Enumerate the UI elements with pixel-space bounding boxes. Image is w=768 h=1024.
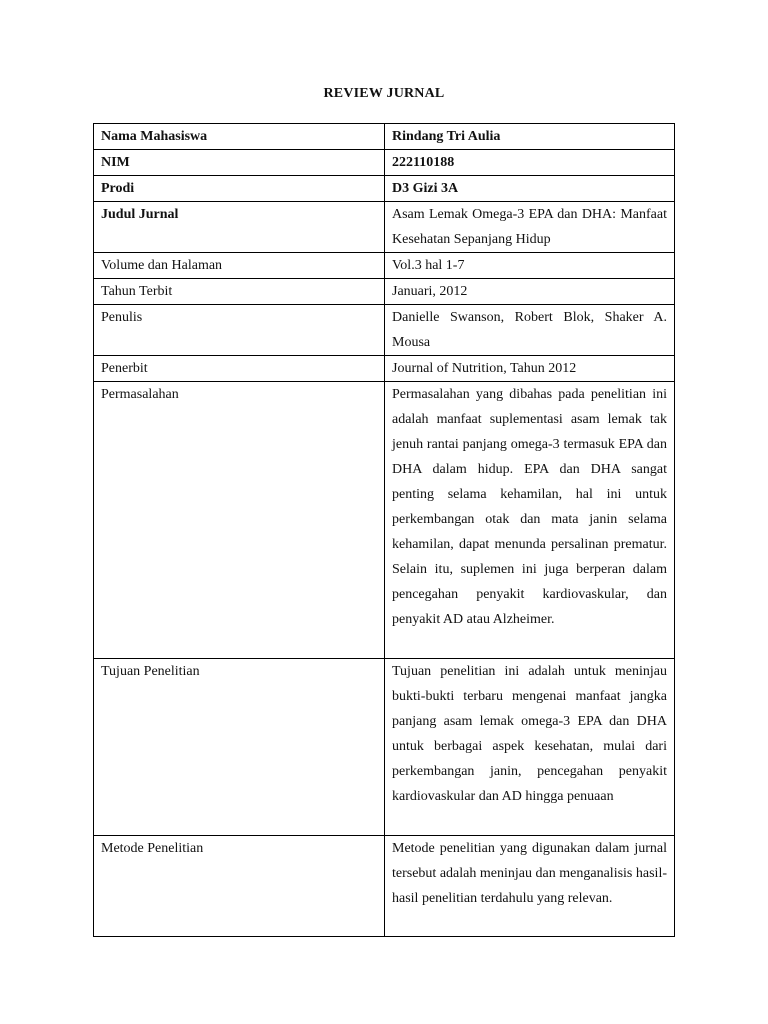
document-title: REVIEW JURNAL [323,86,445,101]
row-label: NIM [94,150,385,176]
row-label: Tujuan Penelitian [94,659,385,836]
table-row-tujuan-penelitian [94,659,675,836]
row-label: Penerbit [94,356,385,382]
row-label: Volume dan Halaman [94,253,385,279]
row-value: 222110188 [385,150,675,176]
table-row-metode-penelitian [94,836,675,937]
row-value: Rindang Tri Aulia [385,124,675,150]
row-label: Prodi [94,176,385,202]
table-row-volume-halaman [94,253,675,279]
row-value: Permasalahan yang dibahas pada penelitian ini adalah manfaat suplementasi asam lemak tak jenuh rantai panjang omega-3 termasuk EPA dan DHA dalam hidup. EPA dan DHA sangat penting selama kehamilan, hal ini untuk perkembangan otak dan mata janin selama kehamilan, dapat menunda persalinan prematur. Selain itu, suplemen ini juga berperan dalam pencegahan penyakit kardiovaskular, dan penyakit AD atau Alzheimer. [385,382,675,659]
row-value: Journal of Nutrition, Tahun 2012 [385,356,675,382]
row-value: Vol.3 hal 1-7 [385,253,675,279]
table-row-prodi [94,176,675,202]
table-row-nama-mahasiswa [94,124,675,150]
table-row-nim [94,150,675,176]
table-row-tahun-terbit [94,279,675,305]
row-label: Judul Jurnal [94,202,385,253]
row-label: Nama Mahasiswa [94,124,385,150]
table-row-penerbit [94,356,675,382]
table-row-judul-jurnal [94,202,675,253]
row-label: Permasalahan [94,382,385,659]
row-value: D3 Gizi 3A [385,176,675,202]
row-label: Tahun Terbit [94,279,385,305]
table-row-penulis [94,305,675,356]
review-table [93,123,675,937]
row-value: Tujuan penelitian ini adalah untuk meninjau bukti-bukti terbaru mengenai manfaat jangka panjang asam lemak omega-3 EPA dan DHA untuk berbagai aspek kesehatan, mulai dari perkembangan janin, pencegahan penyakit kardiovaskular dan AD hingga penuaan [385,659,675,836]
row-label: Metode Penelitian [94,836,385,937]
row-value: Januari, 2012 [385,279,675,305]
row-value: Danielle Swanson, Robert Blok, Shaker A. Mousa [385,305,675,356]
row-label: Penulis [94,305,385,356]
row-value: Asam Lemak Omega-3 EPA dan DHA: Manfaat Kesehatan Sepanjang Hidup [385,202,675,253]
row-value: Metode penelitian yang digunakan dalam jurnal tersebut adalah meninjau dan menganalisis hasil-hasil penelitian terdahulu yang relevan. [385,836,675,937]
table-row-permasalahan [94,382,675,659]
